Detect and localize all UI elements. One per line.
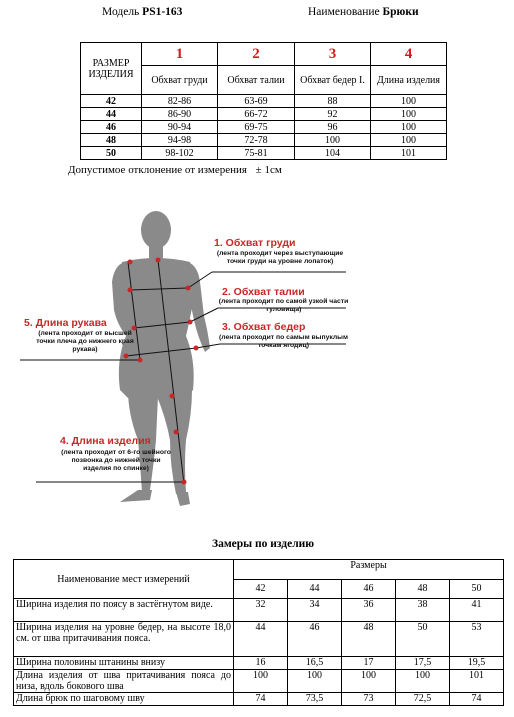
measurement-value: 17 — [342, 657, 396, 670]
product-name-label: Наименование — [308, 6, 380, 18]
measurement-row — [14, 599, 504, 622]
value-cell: 88 — [295, 95, 371, 108]
size-column-header: 44 — [288, 579, 342, 599]
measurement-name: Ширина изделия на уровне бедер, на высоте 18,0 см. от шва притачивания пояса. — [14, 622, 234, 657]
waist-measure-note: (лента проходит по самой узкой части туловища) — [218, 298, 349, 313]
col-number-1: 1 — [142, 43, 218, 66]
measurement-value: 19,5 — [450, 657, 504, 670]
value-cell: 98-102 — [142, 147, 218, 160]
sleeve-measure-title: 5. Длина рукава — [24, 317, 107, 329]
product-name-value: Брюки — [382, 6, 419, 18]
length-measure-note: (лента проходит от 6-го шейного позвонка до нижней точки изделия по спинке) — [61, 449, 171, 472]
col-number-4: 4 — [371, 43, 447, 66]
tolerance-line — [68, 164, 282, 176]
measurement-value: 72,5 — [396, 693, 450, 706]
length-measure-title: 4. Длина изделия — [60, 435, 151, 447]
chest-measure-note: (лента проходит через выступающие точки груди на уровне лопаток) — [216, 250, 344, 265]
sizes-header: Размеры — [234, 560, 504, 580]
size-column-header: 42 — [234, 579, 288, 599]
value-cell: 94-98 — [142, 134, 218, 147]
measurement-value: 48 — [342, 622, 396, 657]
value-cell: 100 — [371, 121, 447, 134]
model-heading — [102, 6, 182, 18]
size-cell: 46 — [81, 121, 142, 134]
chest-measure-title: 1. Обхват груди — [214, 237, 296, 249]
value-cell: 63-69 — [218, 95, 295, 108]
measurement-row — [14, 622, 504, 657]
size-cell: 50 — [81, 147, 142, 160]
measurement-value: 38 — [396, 599, 450, 622]
tolerance-text: Допустимое отклонение от измерения — [68, 164, 247, 176]
product-name-heading — [308, 6, 419, 18]
measurement-name: Ширина половины штанины внизу — [14, 657, 234, 670]
measurements-table — [13, 559, 504, 706]
measurement-row — [14, 693, 504, 706]
col-label-waist: Обхват талии — [218, 66, 295, 95]
value-cell: 86-90 — [142, 108, 218, 121]
hip-measure-note: (лента проходит по самым выпуклым точкам ягодиц) — [218, 334, 349, 349]
measurement-value: 44 — [234, 622, 288, 657]
value-cell: 100 — [371, 134, 447, 147]
measurement-value: 16,5 — [288, 657, 342, 670]
value-cell: 100 — [295, 134, 371, 147]
value-cell: 96 — [295, 121, 371, 134]
measurement-value: 36 — [342, 599, 396, 622]
col-number-3: 3 — [295, 43, 371, 66]
size-row — [81, 134, 447, 147]
model-value: PS1-163 — [142, 6, 183, 18]
col-number-2: 2 — [218, 43, 295, 66]
size-row — [81, 95, 447, 108]
waist-measure-title: 2. Обхват талии — [222, 286, 305, 298]
size-cell: 42 — [81, 95, 142, 108]
value-cell: 100 — [371, 108, 447, 121]
measurement-name-header: Наименование мест измерений — [14, 560, 234, 599]
measurement-value: 17,5 — [396, 657, 450, 670]
measurement-value: 73 — [342, 693, 396, 706]
col-label-length: Длина изделия — [371, 66, 447, 95]
measurement-diagram — [0, 200, 514, 530]
measurement-value: 50 — [396, 622, 450, 657]
value-cell: 90-94 — [142, 121, 218, 134]
value-cell: 104 — [295, 147, 371, 160]
size-cell: 48 — [81, 134, 142, 147]
value-cell: 92 — [295, 108, 371, 121]
measurement-name: Длина брюк по шаговому шву — [14, 693, 234, 706]
size-row — [81, 108, 447, 121]
size-row — [81, 121, 447, 134]
value-cell: 75-81 — [218, 147, 295, 160]
measurement-value: 34 — [288, 599, 342, 622]
measurement-value: 46 — [288, 622, 342, 657]
col-label-chest: Обхват груди — [142, 66, 218, 95]
sleeve-measure-note: (лента проходит от высшей точки плеча до нижнего края рукава) — [36, 330, 134, 353]
size-column-header: 46 — [342, 579, 396, 599]
tolerance-value: ± 1см — [255, 164, 282, 176]
measurement-value: 100 — [288, 670, 342, 693]
measurement-name: Ширина изделия по поясу в застёгнутом виде. — [14, 599, 234, 622]
model-label: Модель — [102, 6, 140, 18]
col-label-hips: Обхват бедер I. — [295, 66, 371, 95]
value-cell: 82-86 — [142, 95, 218, 108]
measurement-value: 74 — [450, 693, 504, 706]
value-cell: 101 — [371, 147, 447, 160]
measurement-value: 53 — [450, 622, 504, 657]
measurement-value: 16 — [234, 657, 288, 670]
size-row-header: РАЗМЕР ИЗДЕЛИЯ — [81, 43, 142, 95]
measurement-name: Длина изделия от шва притачивания пояса до низа, вдоль бокового шва — [14, 670, 234, 693]
size-column-header: 48 — [396, 579, 450, 599]
value-cell: 100 — [371, 95, 447, 108]
size-row — [81, 147, 447, 160]
size-table — [80, 42, 447, 160]
measurement-value: 74 — [234, 693, 288, 706]
measurement-value: 100 — [234, 670, 288, 693]
size-column-header: 50 — [450, 579, 504, 599]
measurement-value: 41 — [450, 599, 504, 622]
measurement-value: 32 — [234, 599, 288, 622]
value-cell: 66-72 — [218, 108, 295, 121]
size-cell: 44 — [81, 108, 142, 121]
value-cell: 72-78 — [218, 134, 295, 147]
measurement-row — [14, 657, 504, 670]
measurement-row — [14, 670, 504, 693]
measurement-value: 101 — [450, 670, 504, 693]
measurement-value: 100 — [396, 670, 450, 693]
measurements-title: Замеры по изделию — [212, 538, 315, 550]
measurement-value: 73,5 — [288, 693, 342, 706]
value-cell: 69-75 — [218, 121, 295, 134]
measurement-value: 100 — [342, 670, 396, 693]
hip-measure-title: 3. Обхват бедер — [222, 321, 306, 333]
